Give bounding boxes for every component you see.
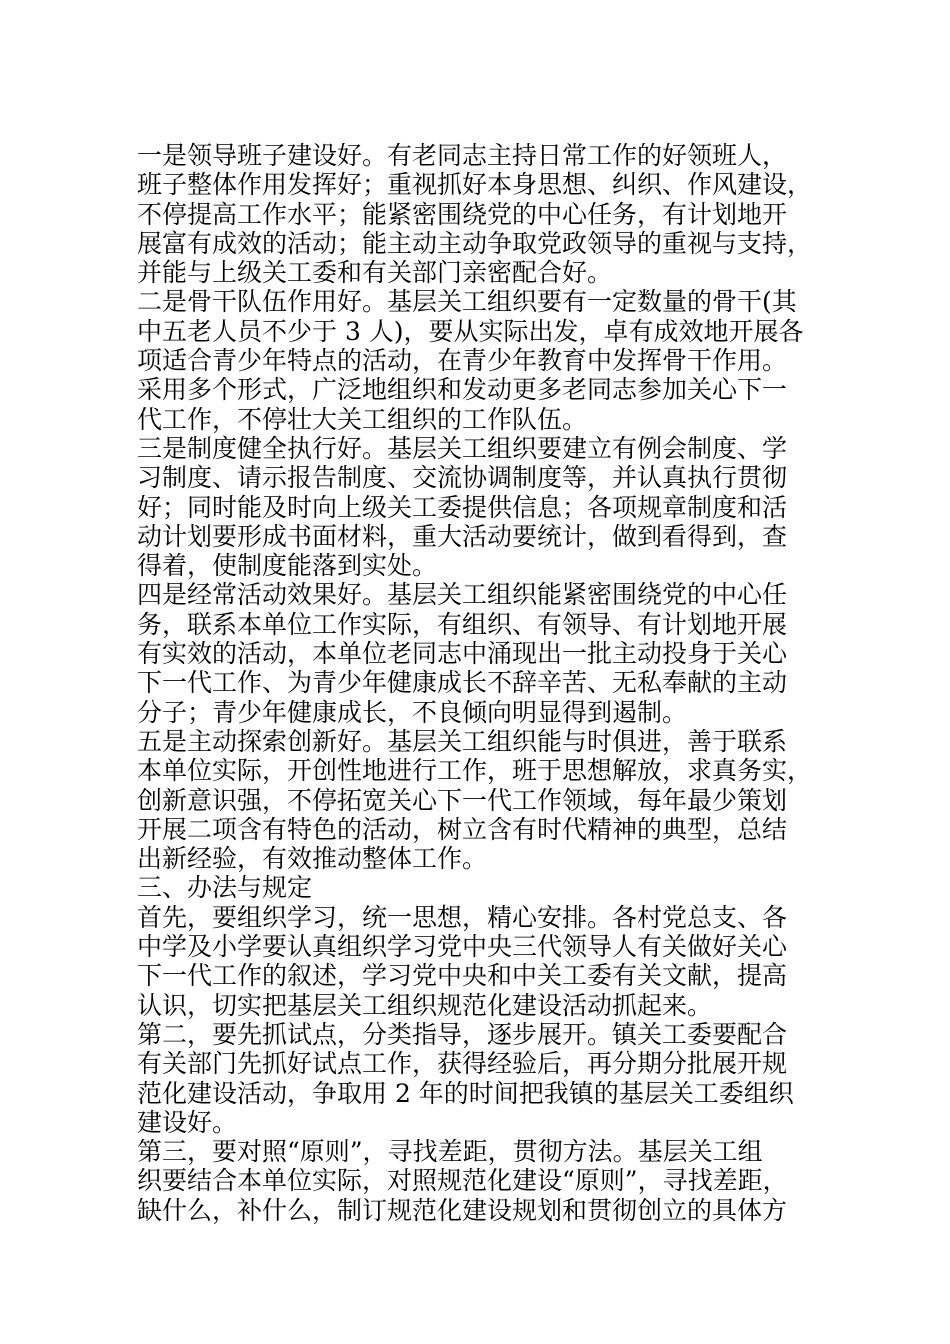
text-line: 动计划要形成书面材料，重大活动要统计，做到看得到，查 [137,521,788,551]
text-line: 分子；青少年健康成长，不良倾向明显得到遏制。 [137,697,688,727]
text-line: 出新经验，有效推动整体工作。 [137,844,488,874]
document-body [137,141,817,1225]
text-line: 一是领导班子建设好。有老同志主持日常工作的好领班人， [137,141,788,170]
text-line: 三是制度健全执行好。基层关工组织要建立有例会制度、学 [137,433,788,463]
text-line: 三、办法与规定 [137,873,313,903]
text-line: 缺什么，补什么，制订规范化建设规划和贯彻创立的具体方 [137,1195,788,1225]
text-line: 范化建设活动，争取用 2 年的时间把我镇的基层关工委组织 [137,1078,794,1108]
text-line: 开展二项含有特色的活动，树立含有时代精神的典型，总结 [137,814,788,844]
text-line: 中学及小学要认真组织学习党中央三代领导人有关做好关心 [137,932,788,962]
text-line: 展富有成效的活动；能主动主动争取党政领导的重视与支持， [137,228,813,258]
text-line: 并能与上级关工委和有关部门亲密配合好。 [137,258,613,288]
text-line: 有实效的活动，本单位老同志中涌现出一批主动投身于关心 [137,639,788,669]
text-line: 代工作，不停壮大关工组织的工作队伍。 [137,404,588,434]
text-line: 好；同时能及时向上级关工委提供信息；各项规章制度和活 [137,492,788,522]
text-line: 有关部门先抓好试点工作，获得经验后，再分期分批展开规 [137,1049,788,1079]
text-line: 二是骨干队伍作用好。基层关工组织要有一定数量的骨干(其 [137,287,797,317]
text-line: 中五老人员不少于 3 人)，要从实际出发，卓有成效地开展各 [137,316,804,346]
text-line: 不停提高工作水平；能紧密围绕党的中心任务，有计划地开 [137,199,788,229]
text-line: 首先，要组织学习，统一思想，精心安排。各村党总支、各 [137,902,788,932]
text-line: 本单位实际，开创性地进行工作，班于思想解放，求真务实， [137,756,813,786]
text-line: 下一代工作的叙述，学习党中央和中关工委有关文献，提高 [137,961,788,991]
text-line: 第三，要对照“原则”，寻找差距，贯彻方法。基层关工组 [137,1137,763,1167]
text-line: 认识，切实把基层关工组织规范化建设活动抓起来。 [137,990,713,1020]
text-line: 习制度、请示报告制度、交流协调制度等，并认真执行贯彻 [137,463,788,493]
text-line: 下一代工作、为青少年健康成长不辞辛苦、无私奉献的主动 [137,668,788,698]
text-line: 务，联系本单位工作实际，有组织、有领导、有计划地开展 [137,609,788,639]
text-line: 创新意识强，不停拓宽关心下一代工作领域，每年最少策划 [137,785,788,815]
text-line: 建设好。 [137,1107,238,1137]
text-line: 得着，使制度能落到实处。 [137,551,438,581]
text-line: 项适合青少年特点的活动，在青少年教育中发挥骨干作用。 [137,346,788,376]
text-line: 第二，要先抓试点，分类指导，逐步展开。镇关工委要配合 [137,1019,788,1049]
text-line: 织要结合本单位实际，对照规范化建设“原则”，寻找差距， [137,1166,788,1196]
text-line: 采用多个形式，广泛地组织和发动更多老同志参加关心下一 [137,375,788,405]
text-line: 班子整体作用发挥好；重视抓好本身思想、纠织、作风建设， [137,170,813,200]
text-line: 四是经常活动效果好。基层关工组织能紧密围绕党的中心任 [137,580,788,610]
text-line: 五是主动探索创新好。基层关工组织能与时俱进，善于联系 [137,726,788,756]
